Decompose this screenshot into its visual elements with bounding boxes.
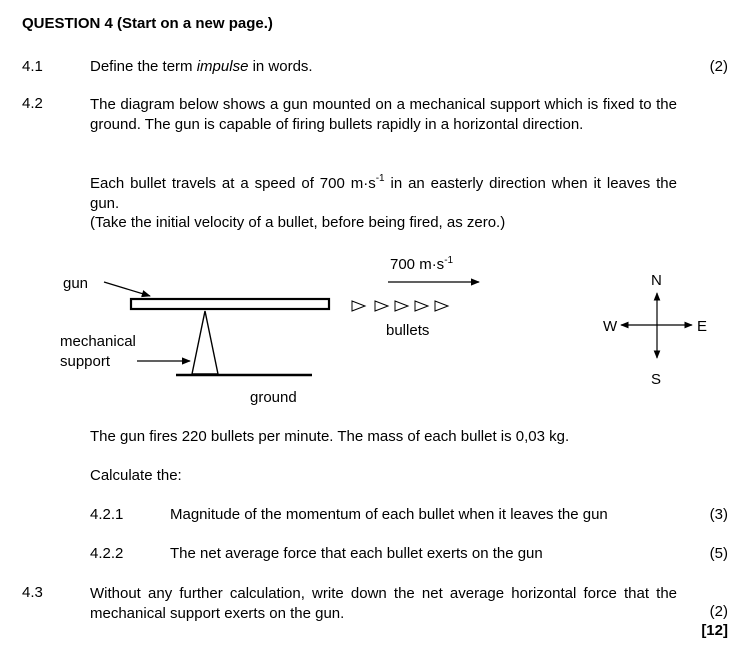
bullet-rate-text: The gun fires 220 bullets per minute. The mass of each bullet is 0,03 kg. xyxy=(90,428,570,445)
speed-label-sup: -1 xyxy=(444,255,454,266)
question-4-3-text xyxy=(90,584,677,623)
question-number-4-1: 4.1 xyxy=(22,58,43,75)
q43-text: Without any further calculation, write down the net average horizontal force that the mechanical support exerts on the gun. xyxy=(90,585,677,622)
q42-para2-a: Each bullet travels at a speed of 700 m·s xyxy=(90,175,376,192)
bullet-4 xyxy=(415,301,428,311)
bullet-1 xyxy=(352,301,365,311)
question-4-2-2-text: The net average force that each bullet exerts on the gun xyxy=(170,545,543,562)
q41-text-pre: Define the term xyxy=(90,58,197,75)
gun-pointer-arrow xyxy=(104,282,150,296)
compass-east-label: E xyxy=(697,318,708,335)
question-number-4-2-2: 4.2.2 xyxy=(90,545,124,562)
gun-barrel xyxy=(131,299,329,309)
bullets-label: bullets xyxy=(386,322,430,339)
gun-diagram xyxy=(0,245,750,415)
q42-para3-text: (Take the initial velocity of a bullet, before being fired, as zero.) xyxy=(90,214,506,231)
question-number-4-3: 4.3 xyxy=(22,584,43,601)
marks-4-1: (2) xyxy=(709,58,728,75)
ground-label: ground xyxy=(250,389,297,406)
marks-4-2-2: (5) xyxy=(709,545,728,562)
compass-south-label: S xyxy=(651,371,662,388)
q42-para2-text xyxy=(90,174,677,213)
marks-4-3: (2) xyxy=(709,603,728,620)
bullet-2 xyxy=(375,301,388,311)
support-label-line-1: mechanical xyxy=(60,333,136,350)
q42-para1-text: The diagram below shows a gun mounted on a mechanical support which is fixed to the ground. The gun is capable of firing bullets rapidly in a horizontal direction. xyxy=(90,96,677,133)
question-4-2-paragraph-2 xyxy=(90,174,677,233)
question-4-2-1-text: Magnitude of the momentum of each bullet when it leaves the gun xyxy=(170,506,608,523)
bullet-5 xyxy=(435,301,448,311)
question-number-4-2: 4.2 xyxy=(22,95,43,112)
q41-text-emphasis: impulse xyxy=(196,58,249,75)
q42-para2-sup: -1 xyxy=(375,173,385,184)
marks-4-2-1: (3) xyxy=(709,506,728,523)
q42-para2-b: in an easterly direction when it leaves the gun. xyxy=(90,175,677,212)
bullet-3 xyxy=(395,301,408,311)
support-label-line-2: support xyxy=(60,353,111,370)
calculate-prompt: Calculate the: xyxy=(90,467,182,484)
speed-label xyxy=(390,255,454,273)
question-total-marks: [12] xyxy=(701,622,728,639)
question-heading: QUESTION 4 (Start on a new page.) xyxy=(22,15,273,32)
gun-label: gun xyxy=(63,275,89,292)
speed-label-value: 700 m·s xyxy=(390,256,445,273)
question-4-1-text xyxy=(90,58,313,75)
question-number-4-2-1: 4.2.1 xyxy=(90,506,124,523)
compass-north-label: N xyxy=(651,272,662,289)
q41-text-post: in words. xyxy=(248,58,313,75)
question-4-2-paragraph-1 xyxy=(90,95,677,134)
mechanical-support xyxy=(192,311,218,374)
compass-west-label: W xyxy=(603,318,618,335)
